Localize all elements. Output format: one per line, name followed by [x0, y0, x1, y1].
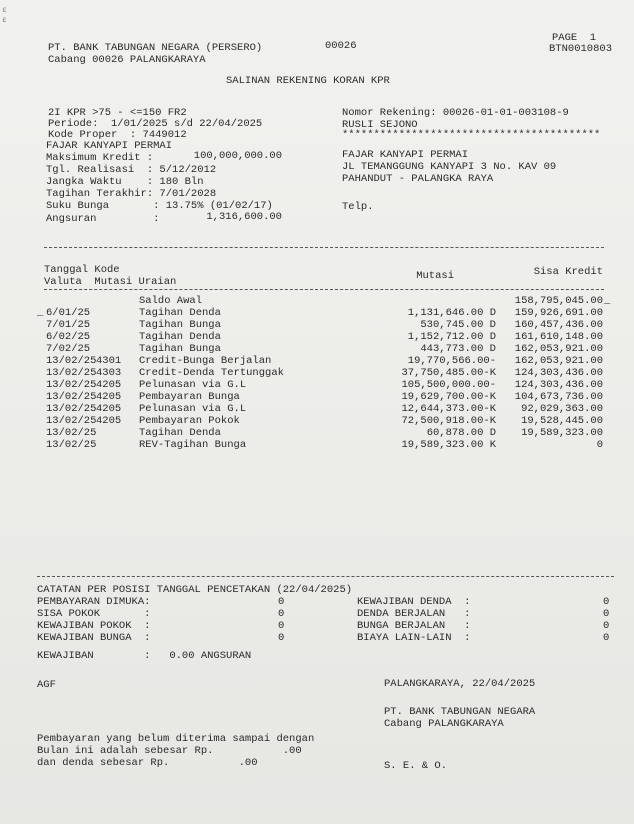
summary-obligation: KEWAJIBAN : 0.00 ANGSURAN: [37, 650, 252, 662]
bank-name: PT. BANK TABUNGAN NEGARA (PERSERO): [48, 42, 263, 54]
row-mutation: 19,589,323.00 K: [401, 439, 496, 451]
footer-note-3: dan denda sebesar Rp. .00: [37, 757, 258, 769]
max-credit-value: 100,000,000.00: [193, 150, 282, 162]
row-mutation: 1,152,712.00 D: [407, 331, 496, 343]
row-description: Tagihan Denda: [139, 427, 221, 439]
row-description: Credit-Denda Tertunggak: [139, 367, 284, 379]
summary-rule: [37, 576, 614, 577]
table-row: [0, 319, 634, 331]
last-billing: Tagihan Terakhir: 7/01/2028: [46, 188, 217, 200]
summary-value: 0: [278, 608, 285, 620]
summary-label: DENDA BERJALAN :: [357, 608, 471, 620]
loan-term: Jangka Waktu : 180 Bln: [46, 176, 204, 188]
row-description: Pembayaran Pokok: [139, 415, 240, 427]
col-header-date: Tanggal Kode: [44, 264, 120, 276]
row-code: 4303: [96, 367, 122, 379]
row-mark: _: [604, 295, 611, 307]
row-mutation: 19,629,700.00-K: [401, 391, 496, 403]
row-date: 7/01/25: [46, 319, 91, 331]
row-date: 13/02/25: [46, 367, 97, 379]
summary-label: KEWAJIBAN BUNGA :: [37, 632, 151, 644]
row-balance: 92,029,363.00: [521, 403, 603, 415]
summary-value: 0: [603, 608, 610, 620]
phone: Telp.: [342, 201, 374, 213]
row-mark: _: [37, 307, 44, 319]
row-balance: 19,589,323.00: [521, 427, 603, 439]
summary-value: 0: [603, 596, 610, 608]
table-row: [0, 379, 634, 391]
row-description: Pembayaran Bunga: [139, 391, 240, 403]
row-date: 6/02/25: [46, 331, 91, 343]
row-mutation: 1,131,646.00 D: [407, 307, 496, 319]
table-row: [0, 307, 634, 319]
row-date: 13/02/25: [46, 427, 97, 439]
row-balance: 161,610,148.00: [514, 331, 603, 343]
page-number: PAGE 1: [552, 32, 597, 44]
loan-period: Periode: 1/01/2025 s/d 22/04/2025: [48, 118, 263, 130]
page-title: SALINAN REKENING KORAN KPR: [226, 75, 390, 87]
row-date: 13/02/25: [46, 391, 97, 403]
row-date: 6/01/25: [46, 307, 91, 319]
table-row: [0, 391, 634, 403]
footer-sign-bank: PT. BANK TABUNGAN NEGARA: [384, 706, 536, 718]
row-balance: 104,673,736.00: [514, 391, 603, 403]
row-description: Tagihan Bunga: [139, 319, 221, 331]
project-code: Kode Proper : 7449012: [48, 129, 187, 141]
table-row: [0, 415, 634, 427]
footer-sign-branch: Cabang PALANGKARAYA: [384, 718, 504, 730]
account-number: Nomor Rekening: 00026-01-01-003108-9: [342, 107, 569, 119]
account-name: RUSLI SEJONO: [342, 119, 418, 131]
footer-agf: AGF: [37, 679, 56, 691]
address-line-1: FAJAR KANYAPI PERMAI: [342, 149, 469, 161]
row-description: Credit-Bunga Berjalan: [139, 355, 272, 367]
row-date: 13/02/25: [46, 379, 97, 391]
edge-mark: ε: [2, 6, 7, 15]
address-line-2: JL TEMANGGUNG KANYAPI 3 No. KAV 09: [342, 161, 557, 173]
row-code: 4301: [96, 355, 122, 367]
branch-name: Cabang 00026 PALANGKARAYA: [48, 54, 206, 66]
row-balance: 124,303,436.00: [514, 379, 603, 391]
table-row: [0, 439, 634, 451]
table-row: [0, 367, 634, 379]
row-mutation: 19,770,566.00-: [407, 355, 496, 367]
row-description: Pelunasan via G.L: [139, 403, 247, 415]
row-description: Tagihan Denda: [139, 307, 221, 319]
row-mutation: 530,745.00 D: [420, 319, 496, 331]
row-code: 4205: [96, 379, 122, 391]
col-header-sisa: Sisa Kredit: [533, 266, 603, 278]
footer-place-date: PALANGKARAYA, 22/04/2025: [384, 678, 536, 690]
summary-value: 0: [278, 620, 285, 632]
row-mutation: 72,500,918.00-K: [401, 415, 496, 427]
table-row: [0, 295, 634, 307]
footer-note-1: Pembayaran yang belum diterima sampai dengan: [37, 733, 315, 745]
row-date: 7/02/25: [46, 343, 91, 355]
row-balance: 0: [596, 439, 603, 451]
footer-note-2: Bulan ini adalah sebesar Rp. .00: [37, 745, 302, 757]
realization-date: Tgl. Realisasi : 5/12/2012: [46, 164, 217, 176]
summary-label: PEMBAYARAN DIMUKA:: [37, 596, 151, 608]
row-date: 13/02/25: [46, 439, 97, 451]
row-code: 4205: [96, 403, 122, 415]
installment-label: Angsuran :: [46, 213, 160, 225]
summary-label: BIAYA LAIN-LAIN :: [357, 632, 471, 644]
row-code: 4205: [96, 391, 122, 403]
summary-value: 0: [278, 596, 285, 608]
summary-title: CATATAN PER POSISI TANGGAL PENCETAKAN (22/04/2025): [37, 584, 353, 596]
row-code: 4205: [96, 415, 122, 427]
max-credit-label: Maksimum Kredit :: [46, 152, 154, 164]
row-mutation: 105,500,000.00-: [401, 379, 496, 391]
row-description: Tagihan Bunga: [139, 343, 221, 355]
summary-label: BUNGA BERJALAN :: [357, 620, 471, 632]
row-balance: 160,457,436.00: [514, 319, 603, 331]
table-top-rule: [44, 247, 604, 248]
row-mutation: 60,878.00 D: [426, 427, 496, 439]
row-balance: 162,053,921.00: [514, 343, 603, 355]
summary-label: SISA POKOK :: [37, 608, 151, 620]
row-description: REV-Tagihan Bunga: [139, 439, 247, 451]
row-date: 13/02/25: [46, 403, 97, 415]
row-date: 13/02/25: [46, 415, 97, 427]
account-stars: *****************************************: [342, 129, 601, 141]
summary-value: 0: [603, 632, 610, 644]
col-header-mutasi: Mutasi: [416, 270, 454, 282]
row-mutation: 12,644,373.00-K: [401, 403, 496, 415]
row-balance: 124,303,436.00: [514, 367, 603, 379]
project-name: FAJAR KANYAPI PERMAI: [46, 140, 173, 152]
row-balance: 162,053,921.00: [514, 355, 603, 367]
loan-category: 2I KPR >75 - <=150 FR2: [48, 107, 187, 119]
row-description: Pelunasan via G.L: [139, 379, 247, 391]
document-code: BTN0010803: [549, 43, 613, 55]
branch-code: 00026: [325, 40, 357, 52]
row-mutation: 37,750,485.00-K: [401, 367, 496, 379]
row-description: Saldo Awal: [139, 295, 203, 307]
address-line-3: PAHANDUT - PALANGKA RAYA: [342, 173, 494, 185]
table-row: [0, 403, 634, 415]
summary-value: 0: [278, 632, 285, 644]
row-description: Tagihan Denda: [139, 331, 221, 343]
summary-label: KEWAJIBAN DENDA :: [357, 596, 471, 608]
installment-value: 1,316,600.00: [206, 211, 282, 223]
summary-value: 0: [603, 620, 610, 632]
footer-seo: S. E. & O.: [384, 760, 448, 772]
row-mutation: 443,773.00 D: [420, 343, 496, 355]
row-date: 13/02/25: [46, 355, 97, 367]
table-row: [0, 343, 634, 355]
row-balance: 158,795,045.00: [514, 295, 603, 307]
table-header-rule: [44, 289, 604, 290]
interest-rate: Suku Bunga : 13.75% (01/02/17): [46, 200, 273, 212]
col-header-valuta: Valuta Mutasi Uraian: [44, 276, 177, 288]
table-row: [0, 331, 634, 343]
row-balance: 19,528,445.00: [521, 415, 603, 427]
table-row: [0, 427, 634, 439]
summary-label: KEWAJIBAN POKOK :: [37, 620, 151, 632]
row-balance: 159,926,691.00: [514, 307, 603, 319]
table-row: [0, 355, 634, 367]
edge-mark: ε: [2, 16, 7, 25]
